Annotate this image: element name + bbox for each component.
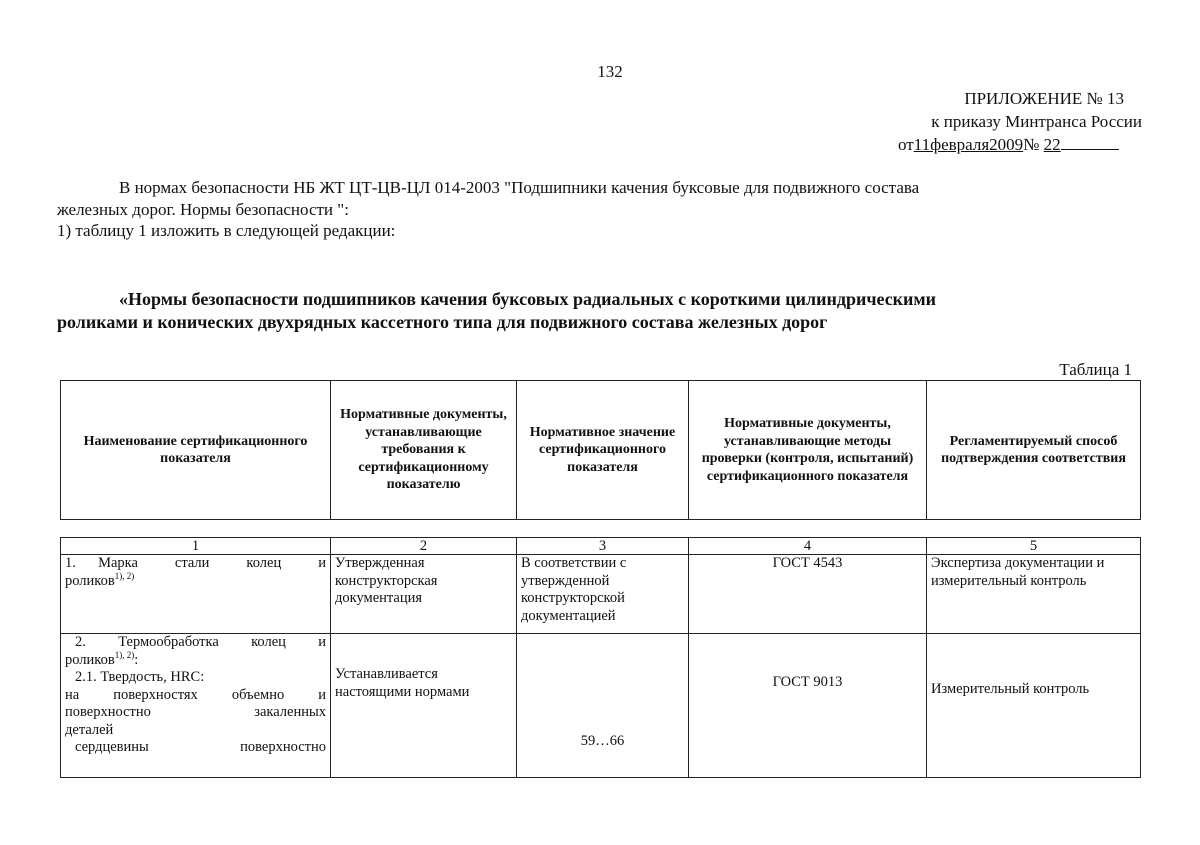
row2-indicator-line5: поверхностно закаленных xyxy=(65,704,326,720)
spacer-cell xyxy=(927,520,1141,538)
intro-line-2: железных дорог. Нормы безопасности ": xyxy=(57,199,349,219)
table-title-line-1: «Нормы безопасности подшипников качения буксовых радиальных с короткими цилиндрическими xyxy=(119,289,937,309)
table-header-row xyxy=(61,381,1141,520)
row2-requirements-docs xyxy=(331,634,517,778)
row2-indicator-line3: 2.1. Твердость, HRC: xyxy=(75,669,205,685)
column-number: 2 xyxy=(331,538,517,555)
header-cell: Наименование сертификационного показателя xyxy=(61,381,331,520)
row2-test-methods xyxy=(689,634,927,778)
spacer-cell xyxy=(331,520,517,538)
intro-line-3: 1) таблицу 1 изложить в следующей редакции: xyxy=(57,221,396,240)
row2-indicator-colon: : xyxy=(134,651,139,668)
row2-footnote-ref: 1), 2) xyxy=(114,649,135,660)
row2-indicator-line1: 2. Термообработка колец и xyxy=(75,634,326,650)
row2-indicator xyxy=(61,634,331,778)
row2-indicator-line4: на поверхностях объемно и xyxy=(65,686,326,703)
row2-normative-value xyxy=(517,634,689,778)
header-cell: Нормативное значение сертификационного показателя xyxy=(517,381,689,520)
row2-test-methods-text: ГОСТ 9013 xyxy=(772,674,843,690)
header-cell: Нормативные документы, устанавливающие требования к сертификационному показателю xyxy=(331,381,517,520)
row1-indicator xyxy=(61,555,331,634)
annex-title: ПРИЛОЖЕНИЕ № 13 xyxy=(964,89,1124,108)
row2-conformity-method xyxy=(927,634,1141,778)
column-number: 5 xyxy=(927,538,1141,555)
spacer-cell xyxy=(517,520,689,538)
spacer-cell xyxy=(689,520,927,538)
annex-order-ref: к приказу Минтранса России xyxy=(931,112,1142,131)
spacer-cell xyxy=(61,520,331,538)
row2-requirements-docs-text: Устанавливается настоящими нормами xyxy=(335,666,470,700)
row1-indicator-line2: роликов xyxy=(65,572,115,589)
row2-indicator-line2: роликов xyxy=(65,651,115,668)
annex-date: 11февраля2009 xyxy=(913,135,1024,154)
table-row xyxy=(61,634,1141,778)
table-title xyxy=(57,288,1147,334)
column-number: 4 xyxy=(689,538,927,555)
row2-normative-value-text: 59…66 xyxy=(580,733,625,749)
table-spacer-row xyxy=(61,520,1141,538)
row1-conformity-method: Экспертиза документации и измерительный контроль xyxy=(927,555,1141,634)
row2-conformity-method-text: Измерительный контроль xyxy=(931,681,1090,697)
header-cell: Нормативные документы, устанавливающие методы проверки (контроля, испытаний) сертификационного показателя xyxy=(689,381,927,520)
table-label: Таблица 1 xyxy=(1059,360,1132,379)
annex-header xyxy=(882,87,1142,156)
row1-requirements-docs: Утвержденная конструкторская документация xyxy=(331,555,517,634)
annex-number: 22 xyxy=(1043,135,1061,154)
header-cell: Регламентируемый способ подтверждения соответствия xyxy=(927,381,1141,520)
row1-test-methods: ГОСТ 4543 xyxy=(689,555,927,634)
row1-footnote-ref: 1), 2) xyxy=(114,570,135,581)
page-number: 132 xyxy=(597,62,623,81)
annex-date-prefix: от xyxy=(898,135,914,154)
column-number: 1 xyxy=(61,538,331,555)
row1-indicator-line1: 1. Марка стали колец и xyxy=(65,555,326,571)
annex-underline xyxy=(1061,135,1119,150)
table-row xyxy=(61,555,1141,634)
row2-indicator-line7: сердцевины поверхностно xyxy=(75,739,326,755)
table-title-line-2: роликами и конических двухрядных кассетного типа для подвижного состава железных дорог xyxy=(57,312,828,332)
column-number-row xyxy=(61,538,1141,555)
column-number: 3 xyxy=(517,538,689,555)
intro-paragraph xyxy=(57,177,1147,242)
annex-date-line xyxy=(882,133,1142,156)
row2-indicator-line6: деталей xyxy=(65,721,114,738)
row1-normative-value: В соответствии с утвержденной конструкторской документацией xyxy=(517,555,689,634)
norms-table xyxy=(60,380,1141,778)
intro-line-1: В нормах безопасности НБ ЖТ ЦТ-ЦВ-ЦЛ 014-2003 "Подшипники качения буксовые для подвижного состава xyxy=(119,178,920,197)
annex-number-sign: № xyxy=(1023,135,1040,154)
